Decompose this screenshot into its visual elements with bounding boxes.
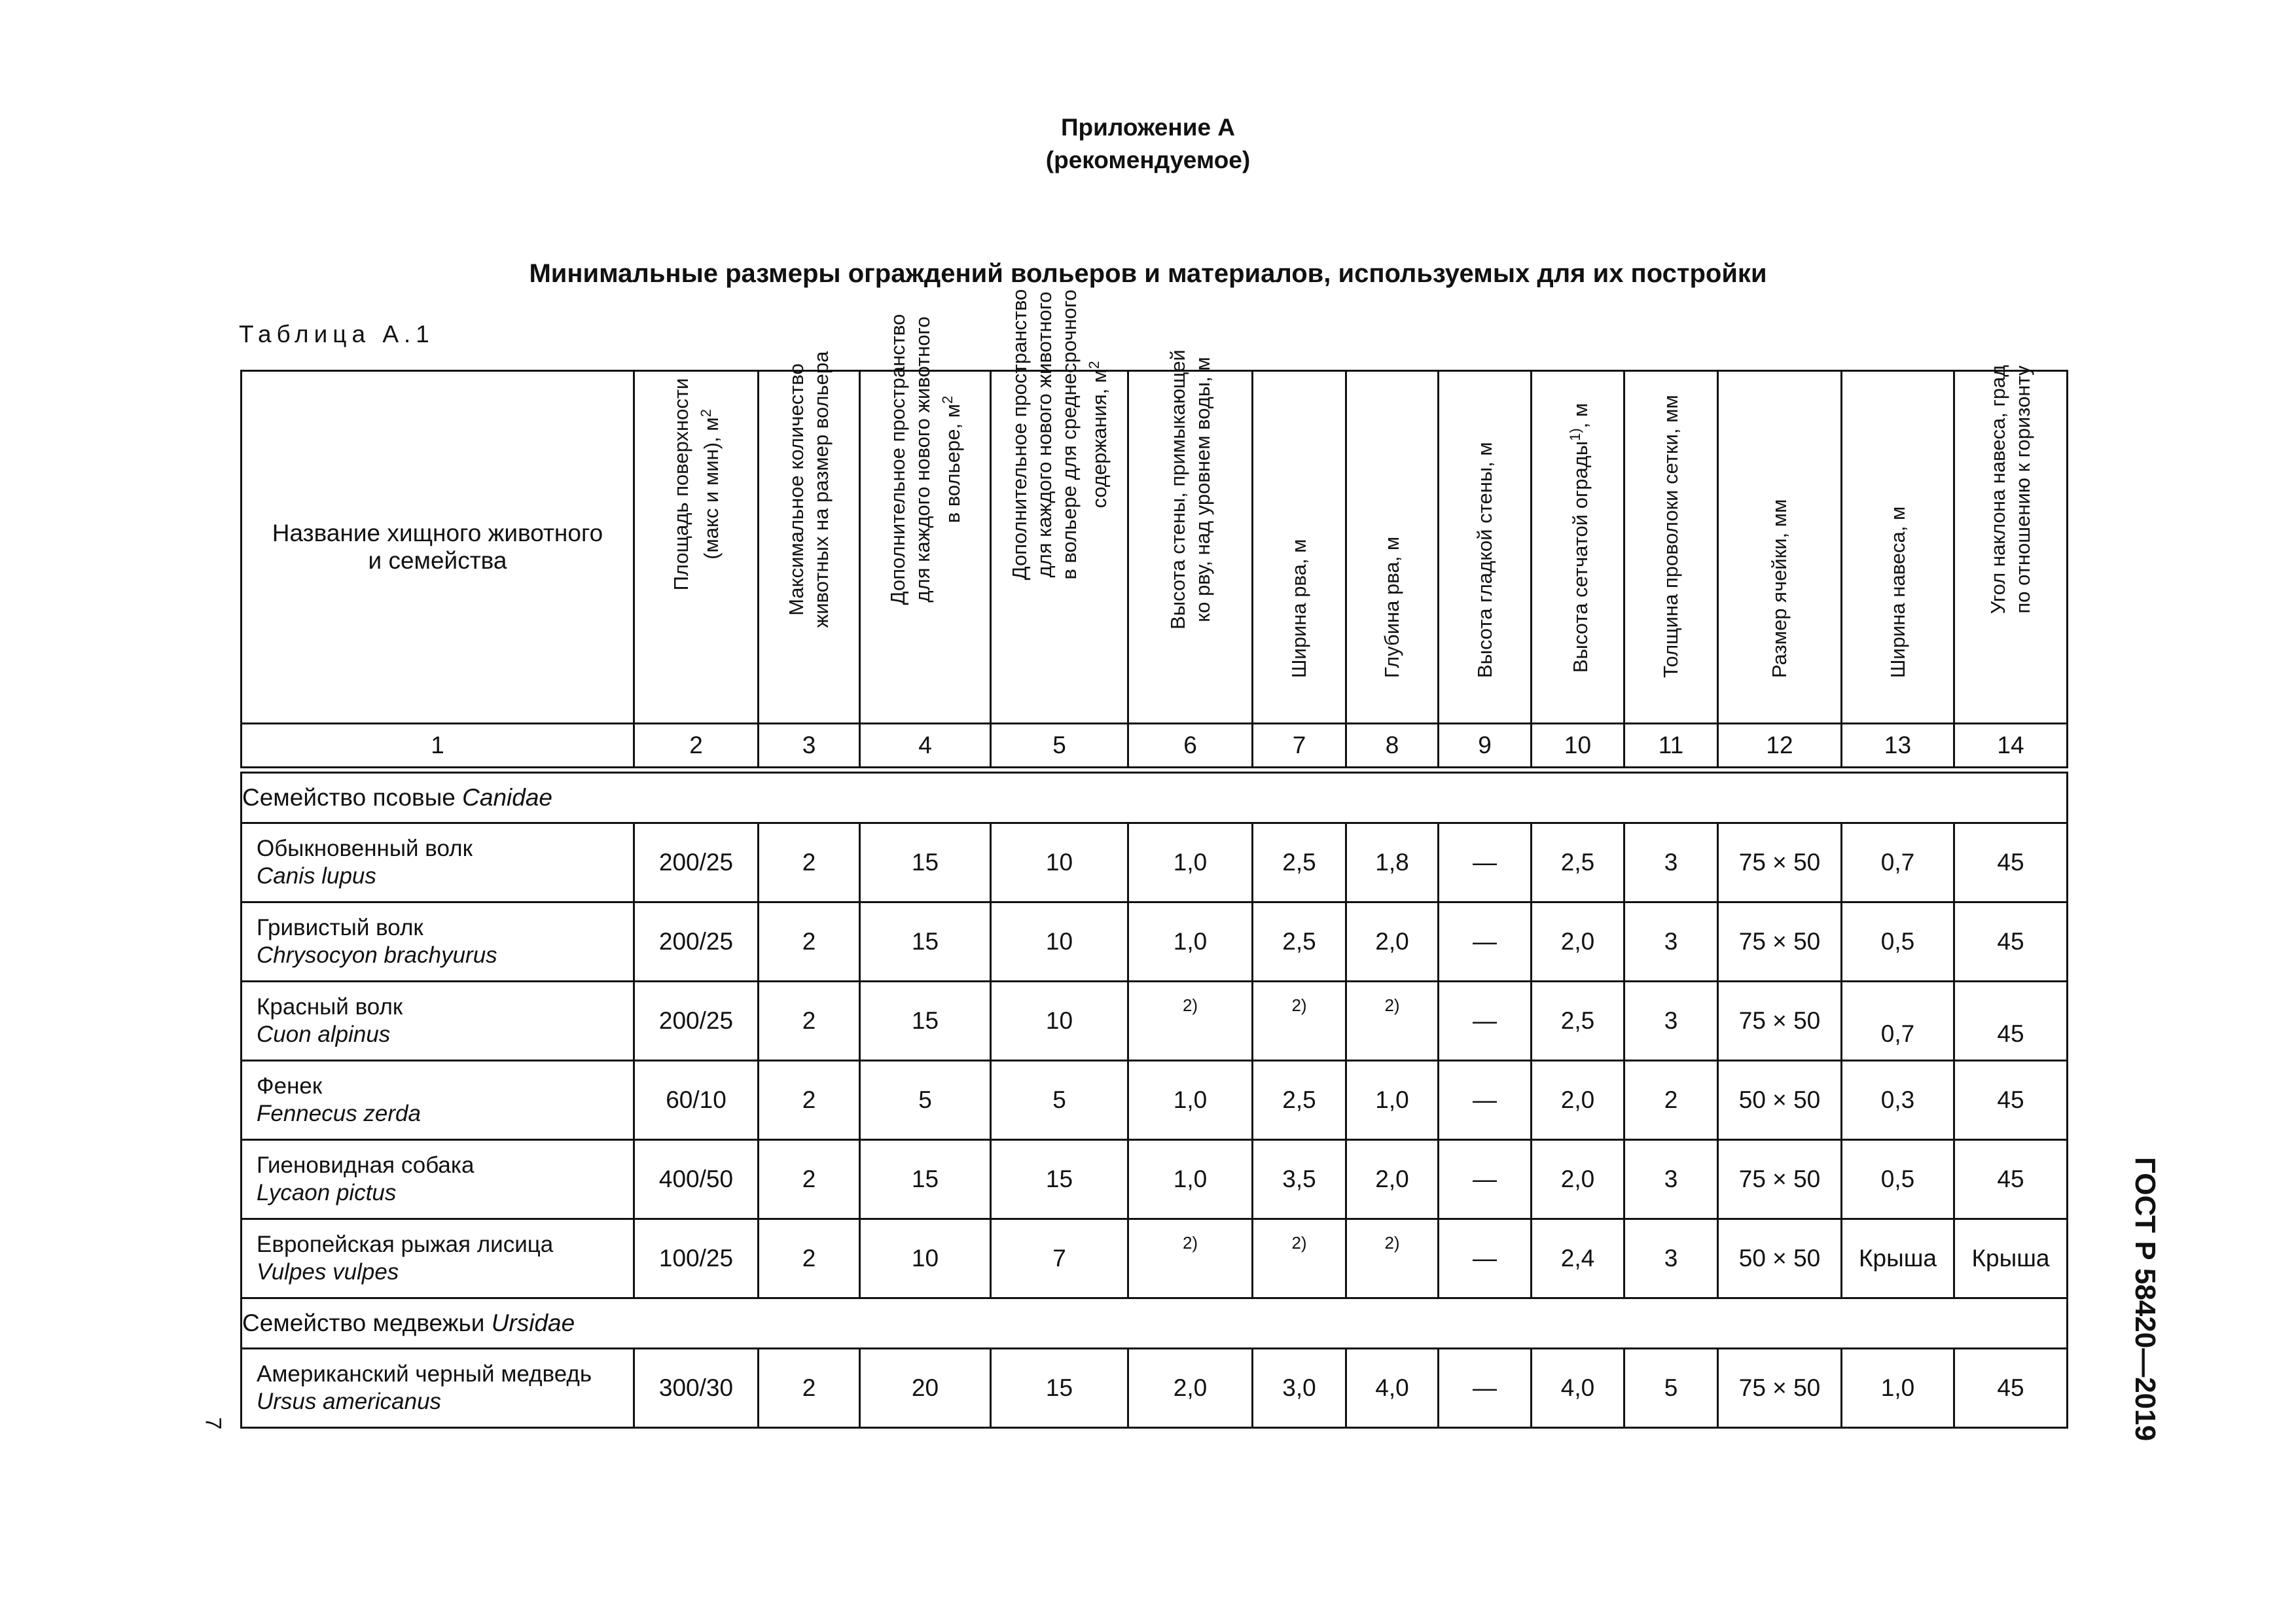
cell-add-mid: 10 [991, 823, 1128, 902]
cell-smooth: — [1439, 1061, 1532, 1140]
cell-angle: 45 [1954, 982, 2068, 1061]
cell-add-mid: 7 [991, 1219, 1128, 1298]
header-max-animals [759, 351, 860, 724]
appendix-title: Приложение А [1060, 114, 1236, 141]
column-number: 12 [1718, 724, 1842, 768]
cell-canopy-w: 0,5 [1842, 1140, 1954, 1219]
header-addmid-sup: 2 [1085, 361, 1102, 369]
family-latin: Canidae [462, 784, 553, 811]
animal-name: Гривистый волк Chrysocyon brachyurus [242, 902, 634, 982]
cell-wire: 3 [1624, 902, 1718, 982]
page-number [200, 1407, 226, 1440]
header-max-line1: Максимальное количество [785, 363, 808, 616]
cell-wire: 3 [1624, 1219, 1718, 1298]
cell-wire: 3 [1624, 1140, 1718, 1219]
cell-add: 5 [860, 1061, 991, 1140]
header-add-sup: 2 [939, 395, 956, 404]
column-number: 4 [860, 724, 991, 768]
footnote-ref: 2) [1384, 995, 1400, 1015]
cell-wire: 3 [1624, 823, 1718, 902]
cell-max: 2 [759, 1061, 860, 1140]
header-angle-line2: по отношению к горизонту [2011, 365, 2034, 614]
cell-wire: 5 [1624, 1349, 1718, 1428]
cell-wall: 1,0 [1128, 902, 1253, 982]
header-area [634, 371, 759, 724]
side-document-code-text: ГОСТ Р 58420—2019 [2129, 1156, 2161, 1442]
cell-wall [1128, 982, 1253, 1061]
cell-area: 200/25 [634, 902, 759, 982]
cell-mesh-h: 2,0 [1532, 902, 1624, 982]
document-title: Минимальные размеры ограждений вольеров и материалов, используемых для их постройки [529, 259, 1767, 288]
family-row-canidae [242, 773, 2068, 823]
cell-cell: 75 × 50 [1718, 982, 1842, 1061]
table-row [242, 982, 2068, 1061]
cell-canopy-w: 0,3 [1842, 1061, 1954, 1140]
header-canopy-angle [1954, 365, 2068, 724]
cell-add: 15 [860, 1140, 991, 1219]
column-number: 7 [1253, 724, 1346, 768]
header-name-line2: и семейства [368, 547, 507, 574]
header-mesh-height-unit: , м [1568, 402, 1592, 428]
header-additional-space-mid [991, 289, 1128, 724]
cell-smooth: — [1439, 982, 1532, 1061]
cell-mesh-h: 2,0 [1532, 1140, 1624, 1219]
cell-canopy-w: Крыша [1842, 1219, 1954, 1298]
cell-angle: 45 [1954, 823, 2068, 902]
cell-moat-d: 4,0 [1346, 1349, 1439, 1428]
cell-wall: 1,0 [1128, 823, 1253, 902]
header-addmid-line4: содержания, м [1087, 368, 1111, 508]
cell-max: 2 [759, 1140, 860, 1219]
header-cell-text: Размер ячейки, мм [1768, 499, 1791, 678]
cell-cell: 75 × 50 [1718, 823, 1842, 902]
cell-max: 2 [759, 1219, 860, 1298]
table-row [242, 1061, 2068, 1140]
header-smooth-wall [1439, 371, 1532, 724]
cell-smooth: — [1439, 823, 1532, 902]
cell-canopy-w: 0,5 [1842, 902, 1954, 982]
header-wall-line1: Высота стены, примыкающей [1166, 349, 1189, 630]
header-wall-line2: ко рву, над уровнем воды, м [1191, 357, 1214, 622]
animal-name: Гиеновидная собака Lycaon pictus [242, 1140, 634, 1219]
family-row-ursidae [242, 1298, 2068, 1349]
footnote-ref: 2) [1291, 995, 1307, 1015]
cell-smooth: — [1439, 1219, 1532, 1298]
header-addmid-line3: в вольере для среднесрочного [1057, 289, 1081, 580]
column-number: 11 [1624, 724, 1718, 768]
cell-moat-d [1346, 1219, 1439, 1298]
cell-cell: 50 × 50 [1718, 1219, 1842, 1298]
cell-area: 400/50 [634, 1140, 759, 1219]
cell-mesh-h: 4,0 [1532, 1349, 1624, 1428]
family-label: Семейство медвежьи [242, 1310, 492, 1336]
animal-name: Обыкновенный волк Canis lupus [242, 823, 634, 902]
cell-cell: 75 × 50 [1718, 1349, 1842, 1428]
appendix-heading [0, 111, 2296, 177]
cell-add: 15 [860, 902, 991, 982]
column-number: 9 [1439, 724, 1532, 768]
cell-moat-w: 3,5 [1253, 1140, 1346, 1219]
header-add-line1: Дополнительное пространство [886, 313, 909, 605]
cell-max: 2 [759, 1349, 860, 1428]
cell-moat-w [1253, 982, 1346, 1061]
cell-max: 2 [759, 902, 860, 982]
header-max-line2: животных на размер вольера [810, 351, 833, 628]
header-wire-thickness [1624, 371, 1718, 724]
column-number: 1 [242, 724, 634, 768]
footnote-ref: 2) [1182, 995, 1198, 1015]
column-number: 8 [1346, 724, 1439, 768]
cell-smooth: — [1439, 902, 1532, 982]
footnote-ref: 2) [1291, 1233, 1307, 1253]
header-moat-width-text: Ширина рва, м [1287, 539, 1310, 678]
cell-moat-d: 1,8 [1346, 823, 1439, 902]
cell-cell: 75 × 50 [1718, 902, 1842, 982]
header-mesh-height [1532, 371, 1624, 724]
cell-angle: 45 [1954, 1140, 2068, 1219]
cell-add-mid: 10 [991, 902, 1128, 982]
animal-name: Американский черный медведь Ursus americanus [242, 1349, 634, 1428]
cell-mesh-h: 2,0 [1532, 1061, 1624, 1140]
header-area-line1: Площадь поверхности [669, 378, 692, 591]
header-moat-depth [1346, 371, 1439, 724]
column-number: 2 [634, 724, 759, 768]
footnote-ref: 2) [1384, 1233, 1400, 1253]
header-additional-space [860, 313, 991, 724]
table-label: Таблица А.1 [239, 321, 435, 348]
header-smooth-wall-text: Высота гладкой стены, м [1473, 442, 1496, 678]
cell-wall [1128, 1219, 1253, 1298]
cell-canopy-w: 0,7 [1842, 982, 1954, 1061]
cell-canopy-w: 1,0 [1842, 1349, 1954, 1428]
table-row [242, 1349, 2068, 1428]
cell-moat-d [1346, 982, 1439, 1061]
cell-angle: 45 [1954, 902, 2068, 982]
header-cell-size [1718, 371, 1842, 724]
header-moat-width [1253, 371, 1346, 724]
table-row [242, 1140, 2068, 1219]
cell-area: 60/10 [634, 1061, 759, 1140]
footnote-ref: 2) [1182, 1233, 1198, 1253]
header-row [242, 371, 2068, 724]
cell-canopy-w: 0,7 [1842, 823, 1954, 902]
column-number: 6 [1128, 724, 1253, 768]
header-angle-line1: Угол наклона навеса, град [1986, 365, 2009, 615]
cell-moat-d: 1,0 [1346, 1061, 1439, 1140]
cell-add: 15 [860, 982, 991, 1061]
cell-add: 20 [860, 1349, 991, 1428]
header-moat-depth-text: Глубина рва, м [1380, 536, 1403, 678]
page-number-text: 7 [200, 1417, 226, 1430]
column-number: 10 [1532, 724, 1624, 768]
header-name [242, 371, 634, 724]
cell-wall: 2,0 [1128, 1349, 1253, 1428]
header-wall-height [1128, 349, 1253, 724]
column-number: 5 [991, 724, 1128, 768]
cell-max: 2 [759, 823, 860, 902]
header-mesh-height-sup: 1) [1566, 428, 1583, 441]
header-canopy-text: Ширина навеса, м [1886, 506, 1909, 678]
animal-name: Европейская рыжая лисица Vulpes vulpes [242, 1219, 634, 1298]
cell-max: 2 [759, 982, 860, 1061]
cell-angle: Крыша [1954, 1219, 2068, 1298]
animal-name: Фенек Fennecus zerda [242, 1061, 634, 1140]
header-canopy-width [1842, 371, 1954, 724]
table-row [242, 902, 2068, 982]
cell-wire: 2 [1624, 1061, 1718, 1140]
column-number-row [242, 724, 2068, 768]
cell-add-mid: 10 [991, 982, 1128, 1061]
family-latin: Ursidae [491, 1310, 575, 1336]
animal-name: Красный волк Cuon alpinus [242, 982, 634, 1061]
cell-mesh-h: 2,4 [1532, 1219, 1624, 1298]
column-number: 3 [759, 724, 860, 768]
cell-moat-w: 2,5 [1253, 823, 1346, 902]
header-mesh-height-text: Высота сетчатой ограды [1568, 440, 1592, 673]
header-addmid-line2: для каждого нового животного [1032, 291, 1056, 578]
header-name-line1: Название хищного животного [272, 520, 603, 546]
cell-add-mid: 15 [991, 1140, 1128, 1219]
cell-moat-w: 3,0 [1253, 1349, 1346, 1428]
cell-smooth: — [1439, 1140, 1532, 1219]
appendix-subtitle: (рекомендуемое) [1045, 147, 1251, 173]
cell-moat-d: 2,0 [1346, 1140, 1439, 1219]
header-addmid-line1: Дополнительное пространство [1007, 289, 1031, 580]
cell-mesh-h: 2,5 [1532, 982, 1624, 1061]
cell-angle: 45 [1954, 1349, 2068, 1428]
cell-area: 300/30 [634, 1349, 759, 1428]
table-row [242, 1219, 2068, 1298]
cell-area: 100/25 [634, 1219, 759, 1298]
cell-moat-d: 2,0 [1346, 902, 1439, 982]
cell-add: 15 [860, 823, 991, 902]
cell-area: 200/25 [634, 982, 759, 1061]
side-document-code [2111, 1155, 2179, 1443]
cell-add-mid: 15 [991, 1349, 1128, 1428]
column-number: 14 [1954, 724, 2068, 768]
cell-angle: 45 [1954, 1061, 2068, 1140]
cell-add-mid: 5 [991, 1061, 1128, 1140]
cell-wall: 1,0 [1128, 1140, 1253, 1219]
cell-smooth: — [1439, 1349, 1532, 1428]
header-add-line3: в вольере, м [941, 403, 964, 523]
header-add-line2: для каждого нового животного [910, 316, 934, 603]
double-rule [242, 768, 2068, 773]
cell-wall: 1,0 [1128, 1061, 1253, 1140]
cell-cell: 50 × 50 [1718, 1061, 1842, 1140]
header-wire-text: Толщина проволоки сетки, мм [1659, 395, 1682, 678]
header-area-sup: 2 [697, 408, 714, 418]
cell-area: 200/25 [634, 823, 759, 902]
cell-moat-w: 2,5 [1253, 902, 1346, 982]
table-row [242, 823, 2068, 902]
cell-cell: 75 × 50 [1718, 1140, 1842, 1219]
header-area-line2: (макс и мин), м [699, 417, 723, 560]
cell-mesh-h: 2,5 [1532, 823, 1624, 902]
column-number: 13 [1842, 724, 1954, 768]
cell-moat-w [1253, 1219, 1346, 1298]
cell-add: 10 [860, 1219, 991, 1298]
family-label: Семейство псовые [242, 784, 463, 811]
cell-wire: 3 [1624, 982, 1718, 1061]
cell-moat-w: 2,5 [1253, 1061, 1346, 1140]
